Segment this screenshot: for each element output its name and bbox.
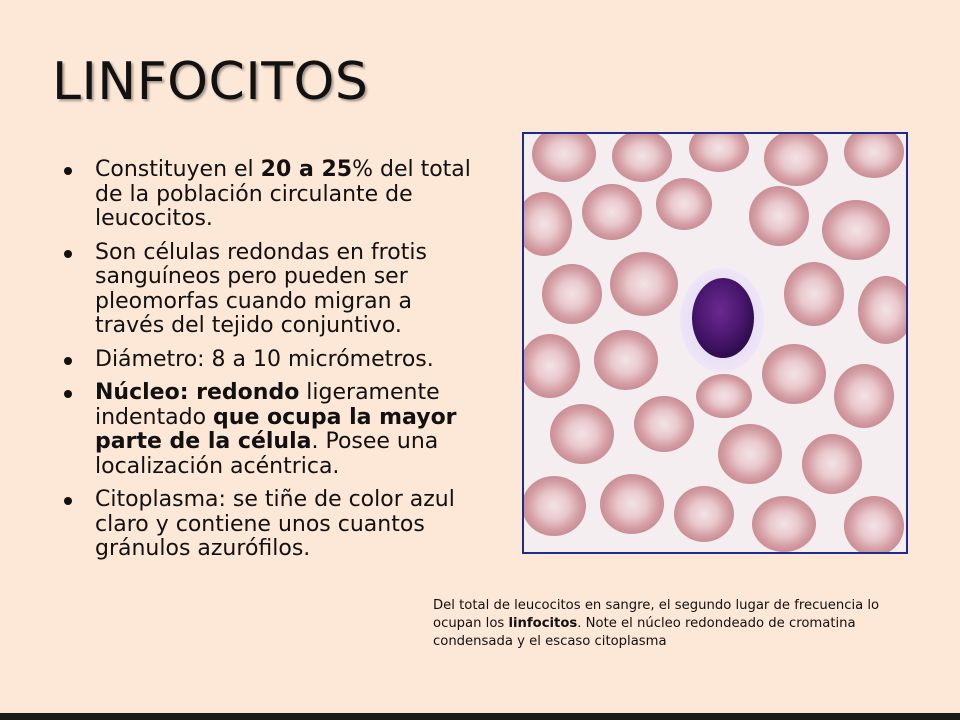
caption-text: Del total de leucocitos en sangre, el segundo lugar de frecuencia lo ocupan los — [433, 598, 880, 631]
red-blood-cell — [834, 364, 894, 428]
bullet-item — [62, 241, 477, 339]
bullet-text: . Posee una localización acéntrica. — [95, 429, 439, 479]
red-blood-cell — [542, 264, 602, 324]
red-blood-cell — [674, 486, 734, 542]
red-blood-cell — [784, 262, 844, 326]
slide-title: LINFOCITOS — [52, 52, 369, 112]
bullet-dot-icon — [64, 390, 72, 398]
red-blood-cell — [634, 396, 694, 452]
red-blood-cell — [656, 178, 712, 230]
bullet-dot-icon — [64, 497, 72, 505]
red-blood-cell — [749, 186, 809, 246]
bullet-dot-icon — [64, 250, 72, 258]
red-blood-cell — [802, 434, 862, 494]
bullet-text: ligeramente indentado — [95, 380, 440, 430]
red-blood-cell — [718, 424, 782, 484]
red-blood-cell — [600, 474, 664, 534]
bullet-dot-icon — [64, 357, 72, 365]
bullet-text-bold: que ocupa la mayor parte de la célula — [95, 404, 457, 454]
red-blood-cell — [594, 330, 658, 390]
micrograph-image — [522, 132, 908, 554]
caption-text: . Note el núcleo redondeado de cromatina condensada y el escaso citoplasma — [433, 616, 856, 649]
blood-smear-illustration — [524, 134, 906, 552]
bullet-text: Constituyen el — [95, 157, 261, 182]
red-blood-cell — [822, 200, 890, 260]
bullet-text-bold: Núcleo: redondo — [95, 380, 300, 405]
image-caption — [433, 597, 913, 651]
red-blood-cell — [524, 476, 586, 536]
bullet-text: Son células redondas en frotis sanguíneos pero pueden ser pleomorfas cuando migran a través del tejido conjuntivo. — [95, 239, 427, 338]
red-blood-cell — [762, 344, 826, 404]
bullet-text-bold: 20 a 25 — [260, 157, 353, 182]
bullet-text: % del total de la población circulante de leucocitos. — [95, 157, 471, 231]
bullet-item — [62, 488, 477, 562]
bullet-item — [62, 158, 477, 232]
bullet-item — [62, 381, 477, 479]
bullet-item — [62, 348, 477, 373]
bullet-text: Citoplasma: se tiñe de color azul claro y contiene unos cuantos gránulos azurófilos. — [95, 487, 455, 561]
bullet-list — [62, 158, 477, 571]
caption-text-bold: linfocitos — [508, 616, 578, 631]
red-blood-cell — [582, 184, 642, 240]
red-blood-cell — [696, 374, 752, 418]
red-blood-cell — [752, 496, 816, 552]
lymphocyte-nucleus — [692, 278, 754, 358]
bottom-divider — [0, 713, 960, 720]
red-blood-cell — [610, 252, 678, 316]
red-blood-cell — [550, 404, 614, 464]
bullet-text: Diámetro: 8 a 10 micrómetros. — [95, 346, 434, 372]
bullet-dot-icon — [64, 167, 72, 175]
